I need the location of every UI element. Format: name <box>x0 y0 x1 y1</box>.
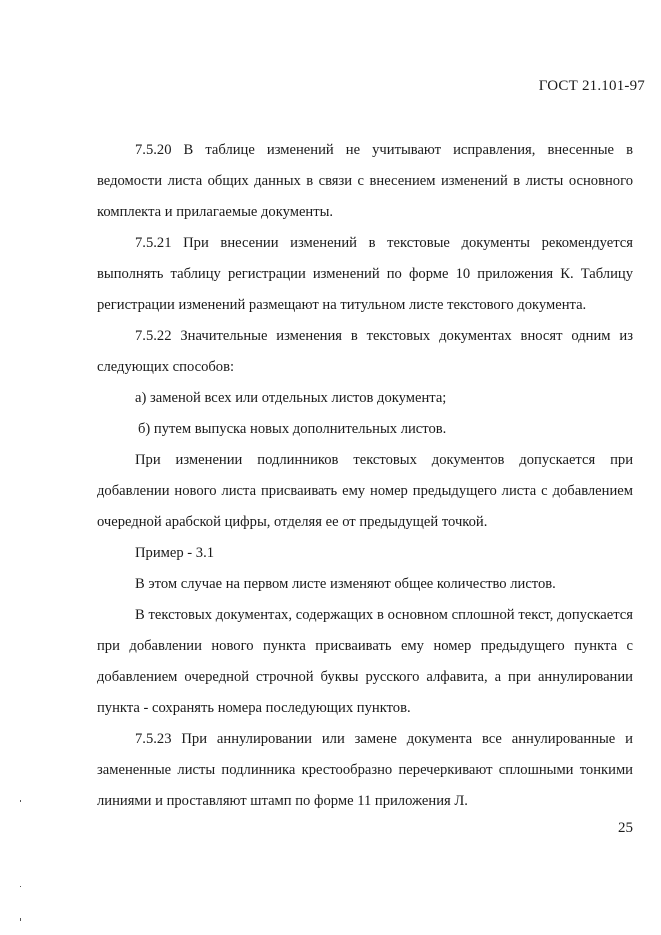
scan-speck <box>20 886 21 887</box>
paragraph-text-documents-change: При изменении подлинников текстовых документов допускается при добавлении нового листа присваивать ему номер предыдущего листа с добавлением очередной арабской цифры, отделяя ее от предыдущей точкой. <box>97 452 633 530</box>
scan-speck <box>20 800 21 802</box>
example-label: Пример - 3.1 <box>135 545 215 561</box>
paragraph-7-5-22: 7.5.22 Значительные изменения в текстовых документах вносят одним из следующих способов: <box>97 328 633 375</box>
paragraph-7-5-21: 7.5.21 При внесении изменений в текстовые документы рекомендуется выполнять таблицу регистрации изменений по форме 10 приложения К. Таблицу регистрации изменений размещают на титульном листе текстового документа. <box>97 235 633 313</box>
list-item-a: а) заменой всех или отдельных листов документа; <box>135 390 447 406</box>
scan-speck <box>20 918 21 921</box>
document-code: ГОСТ 21.101-97 <box>538 78 645 94</box>
paragraph-continuous-text: В текстовых документах, содержащих в основном сплошной текст, допускается при добавлении нового пункта присваивать ему номер предыдущего пункта с добавлением очередной строчной буквы русского алфавита, а при аннулировании пункта - сохранять номера последующих пунктов. <box>97 607 633 716</box>
paragraph-sheet-count: В этом случае на первом листе изменяют общее количество листов. <box>135 576 556 592</box>
document-body <box>97 135 633 817</box>
paragraph-7-5-23: 7.5.23 При аннулировании или замене документа все аннулированные и замененные листы подлинника крестообразно перечеркивают сплошными тонкими линиями и проставляют штамп по форме 11 приложения Л. <box>97 731 633 809</box>
paragraph-7-5-20: 7.5.20 В таблице изменений не учитывают исправления, внесенные в ведомости листа общих данных в связи с внесением изменений в листы основного комплекта и прилагаемые документы. <box>97 142 633 220</box>
list-item-b: б) путем выпуска новых дополнительных листов. <box>138 421 447 437</box>
page-number: 25 <box>618 820 633 836</box>
